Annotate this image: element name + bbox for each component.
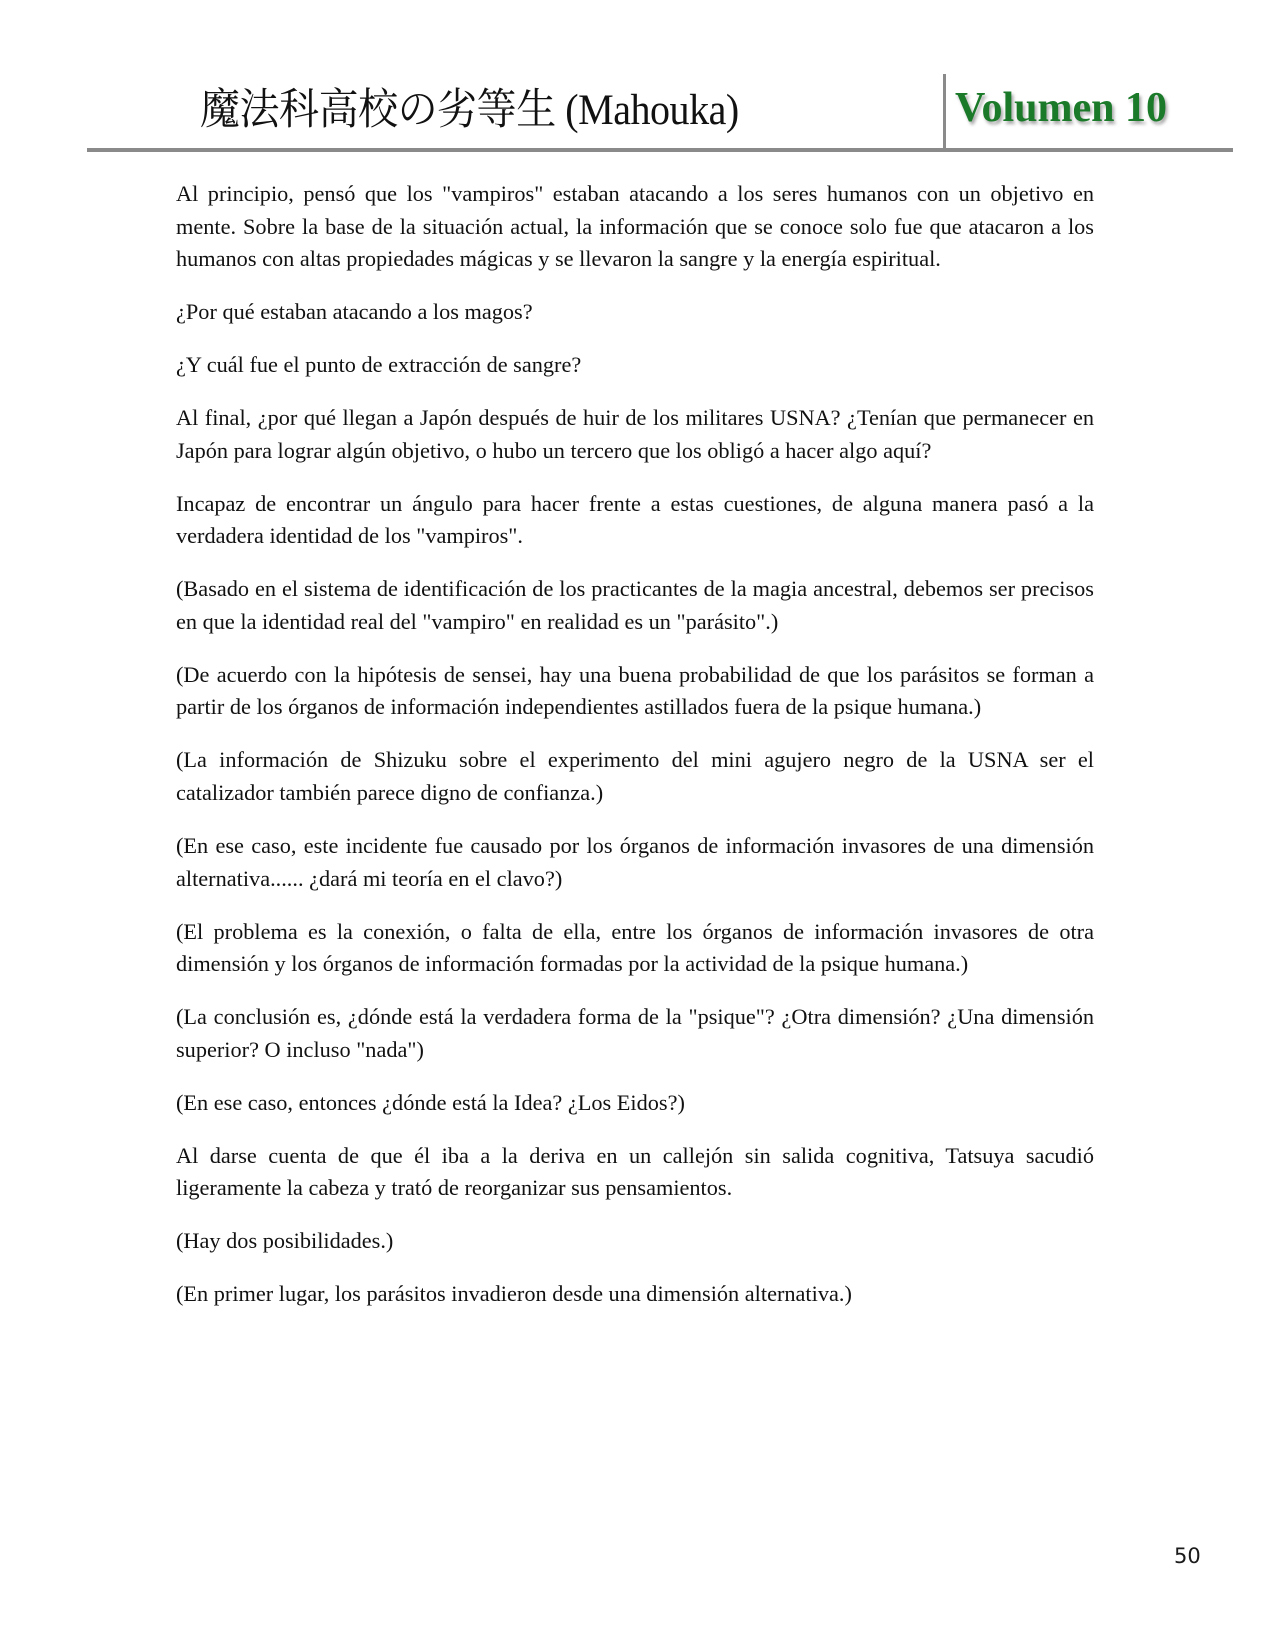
paragraph: ¿Por qué estaban atacando a los magos? — [176, 299, 533, 325]
header-rule — [87, 148, 1233, 152]
paragraph: (En ese caso, entonces ¿dónde está la Idea? ¿Los Eidos?) — [176, 1089, 685, 1115]
paragraph: (En ese caso, este incidente fue causado por los órganos de información invasores de una dimensión alternativa...... ¿dará mi teoría en el clavo?) — [176, 833, 1094, 891]
paragraph: Al final, ¿por qué llegan a Japón después de huir de los militares USNA? ¿Tenían que permanecer en Japón para lograr algún objetivo, o hubo un tercero que los obligó a hacer algo aquí? — [176, 405, 1094, 463]
page-number: 50 — [1174, 1544, 1201, 1568]
paragraph: Al darse cuenta de que él iba a la deriva en un callejón sin salida cognitiva, Tatsuya sacudió ligeramente la cabeza y trató de reorganizar sus pensamientos. — [176, 1142, 1094, 1201]
header-divider — [943, 74, 946, 152]
paragraph: Al principio, pensó que los "vampiros" estaban atacando a los seres humanos con un objetivo en mente. Sobre la base de la situación actual, la información que se conoce solo fue que atacaron a los humanos con altas propiedades mágicas y se llevaron la sangre y la energía espiritual. — [176, 181, 1094, 272]
paragraph: (La conclusión es, ¿dónde está la verdadera forma de la "psique"? ¿Otra dimensión? ¿Una dimensión superior? O incluso "nada") — [176, 1004, 1094, 1062]
body-text — [176, 178, 1094, 1331]
paragraph: (Basado en el sistema de identificación de los practicantes de la magia ancestral, debemos ser precisos en que la identidad real del "vampiro" en realidad es un "parásito".) — [176, 576, 1094, 634]
paragraph: (El problema es la conexión, o falta de ella, entre los órganos de información invasores de otra dimensión y los órganos de información formadas por la actividad de la psique humana.) — [176, 918, 1094, 977]
paragraph: (En primer lugar, los parásitos invadieron desde una dimensión alternativa.) — [176, 1281, 852, 1307]
paragraph: (Hay dos posibilidades.) — [176, 1228, 394, 1254]
paragraph: ¿Y cuál fue el punto de extracción de sangre? — [176, 352, 582, 378]
volume-label: Volumen 10 — [955, 85, 1167, 131]
series-title: 魔法科高校の劣等生 (Mahouka) — [200, 87, 739, 134]
paragraph: (De acuerdo con la hipótesis de sensei, hay una buena probabilidad de que los parásitos se forman a partir de los órganos de información independientes astillados fuera de la psique humana.) — [176, 661, 1094, 720]
paragraph: (La información de Shizuku sobre el experimento del mini agujero negro de la USNA ser el catalizador también parece digno de confianza.) — [176, 747, 1094, 806]
paragraph: Incapaz de encontrar un ángulo para hacer frente a estas cuestiones, de alguna manera pasó a la verdadera identidad de los "vampiros". — [176, 490, 1094, 549]
